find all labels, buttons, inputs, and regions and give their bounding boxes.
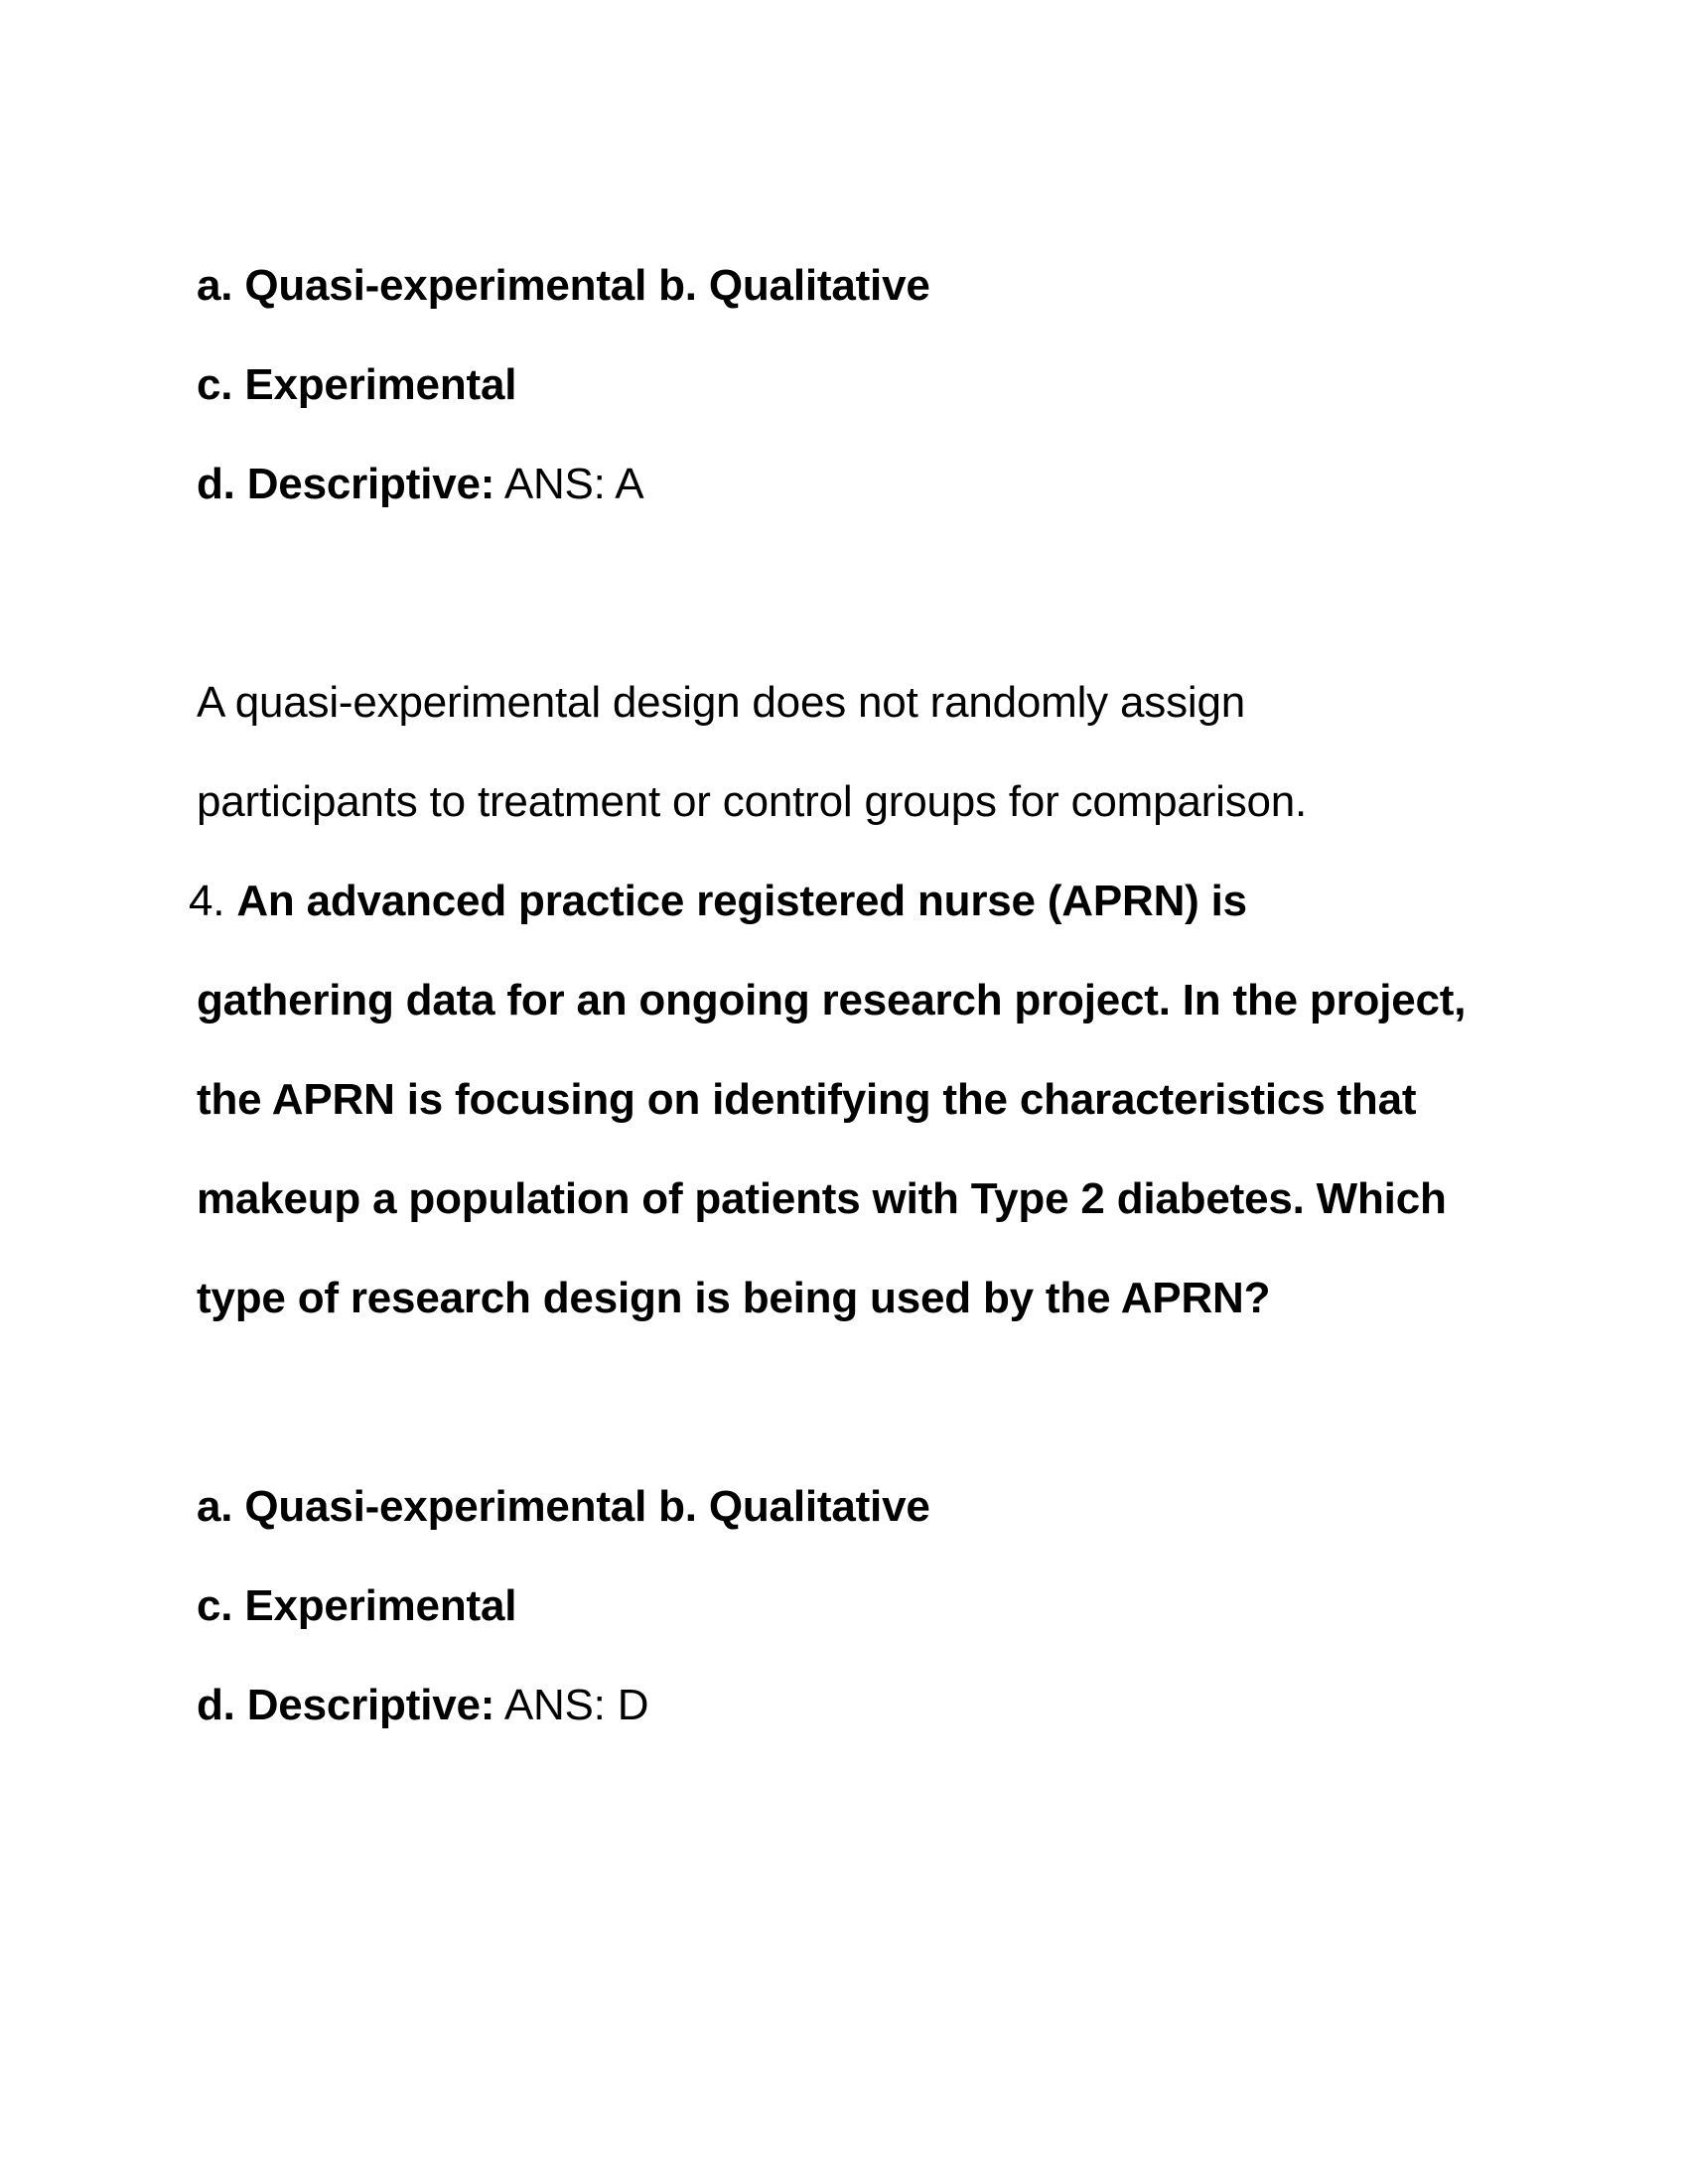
question4-line-1 [189, 876, 1247, 927]
option-line-a-b: a. Quasi-experimental b. Qualitative [197, 1482, 930, 1531]
question4-text-1: An advanced practice registered nurse (APRN) is [236, 877, 1247, 925]
question4-line-5: type of research design is being used by the APRN? [197, 1274, 1271, 1322]
question4-line-2: gathering data for an ongoing research project. In the project, [197, 976, 1467, 1024]
question4-line-3: the APRN is focusing on identifying the characteristics that [197, 1075, 1417, 1124]
rationale-line-1: A quasi-experimental design does not randomly assign [197, 678, 1245, 727]
answer-key: ANS: D [494, 1681, 649, 1729]
option-line-c: c. Experimental [197, 1581, 517, 1630]
answer-key: ANS: A [494, 460, 644, 508]
question4-line-4: makeup a population of patients with Type 2 diabetes. Which [197, 1174, 1447, 1223]
rationale-line-2: participants to treatment or control groups for comparison. [197, 777, 1308, 826]
option-line-d-answer [197, 459, 643, 510]
question-number: 4. [189, 877, 237, 925]
option-line-a-b: a. Quasi-experimental b. Qualitative [197, 261, 930, 310]
option-line-d-answer [197, 1680, 648, 1731]
option-d-label: d. Descriptive: [197, 1681, 495, 1729]
option-d-label: d. Descriptive: [197, 460, 495, 508]
option-line-c: c. Experimental [197, 360, 517, 409]
